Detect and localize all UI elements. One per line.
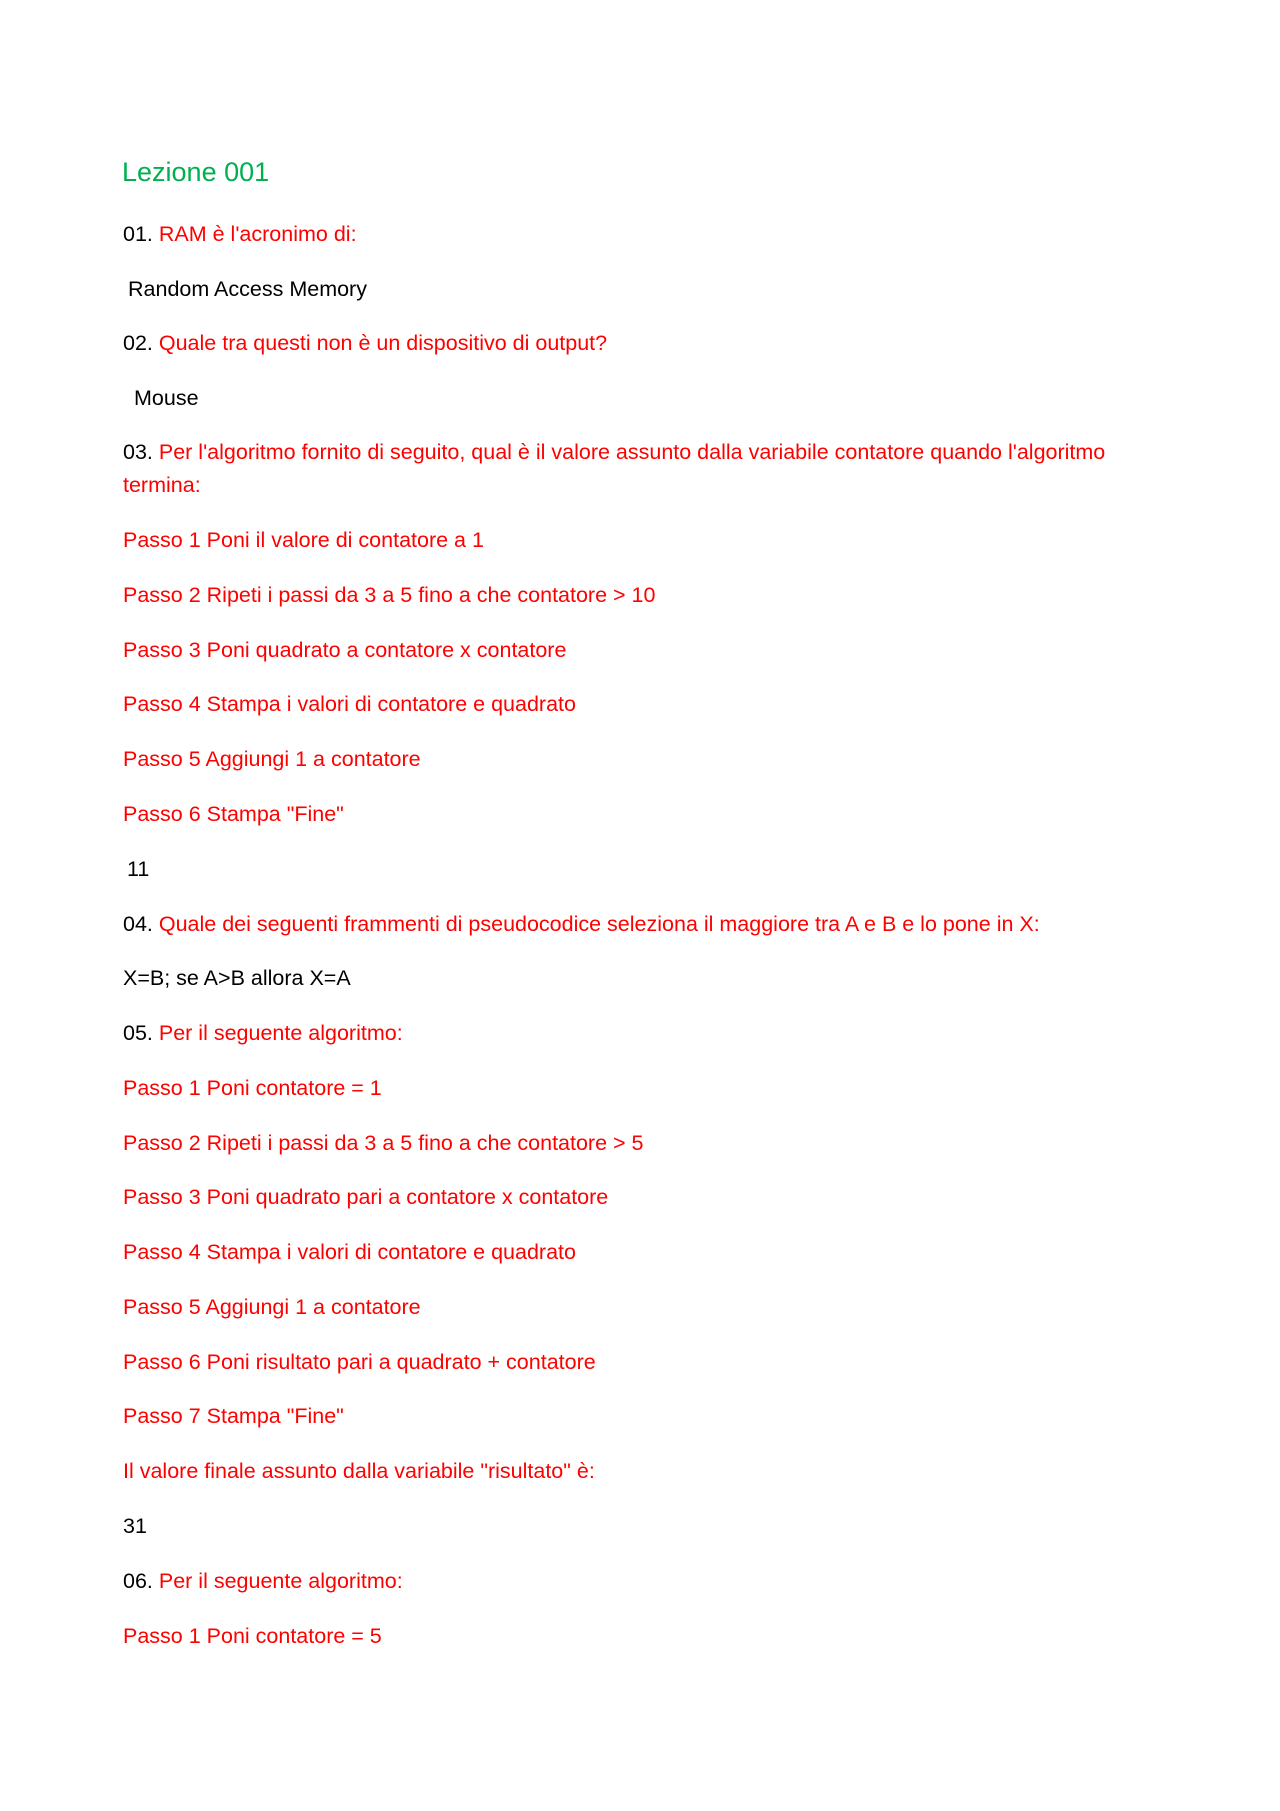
question-number: 01. [123,222,153,246]
question-text: Quale dei seguenti frammenti di pseudocodice seleziona il maggiore tra A e B e lo pone in X: [158,912,1040,936]
question-03 [123,436,1163,502]
q05-step-1: Passo 1 Poni contatore = 1 [123,1076,382,1100]
q03-step-6: Passo 6 Stampa "Fine" [123,802,344,826]
question-text: Quale tra questi non è un dispositivo di output? [158,331,608,355]
q05-step-7: Passo 7 Stampa "Fine" [123,1404,344,1428]
q05-step-4: Passo 4 Stampa i valori di contatore e quadrato [123,1240,576,1264]
q05-step-2: Passo 2 Ripeti i passi da 3 a 5 fino a che contatore > 5 [123,1131,644,1155]
question-number: 06. [123,1569,153,1593]
answer-05: 31 [123,1514,147,1538]
question-text: RAM è l'acronimo di: [158,222,357,246]
q05-step-3: Passo 3 Poni quadrato pari a contatore x contatore [123,1185,609,1209]
answer-01: Random Access Memory [128,277,367,301]
question-text: Per il seguente algoritmo: [158,1021,403,1045]
question-text: Per il seguente algoritmo: [158,1569,403,1593]
q06-step-1: Passo 1 Poni contatore = 5 [123,1624,382,1648]
question-number: 04. [123,912,153,936]
q03-step-2: Passo 2 Ripeti i passi da 3 a 5 fino a che contatore > 10 [123,583,656,607]
question-number: 03. [123,440,153,464]
question-number: 05. [123,1021,153,1045]
q05-step-5: Passo 5 Aggiungi 1 a contatore [123,1295,421,1319]
question-06 [123,1565,403,1598]
answer-02: Mouse [134,386,199,410]
lesson-title: Lezione 001 [122,157,270,187]
question-number: 02. [123,331,153,355]
q03-step-4: Passo 4 Stampa i valori di contatore e quadrato [123,692,576,716]
answer-03: 11 [127,857,150,881]
answer-04: X=B; se A>B allora X=A [123,966,351,990]
q03-step-5: Passo 5 Aggiungi 1 a contatore [123,747,421,771]
question-01 [123,218,357,251]
q03-step-1: Passo 1 Poni il valore di contatore a 1 [123,528,484,552]
q03-step-3: Passo 3 Poni quadrato a contatore x contatore [123,638,567,662]
question-04 [123,908,1040,941]
question-05 [123,1017,403,1050]
q05-step-6: Passo 6 Poni risultato pari a quadrato + contatore [123,1350,596,1374]
question-02 [123,327,607,360]
q05-question-end: Il valore finale assunto dalla variabile "risultato" è: [123,1459,595,1483]
question-text: Per l'algoritmo fornito di seguito, qual è il valore assunto dalla variabile contatore quando l'algoritmo termina: [123,440,1106,497]
